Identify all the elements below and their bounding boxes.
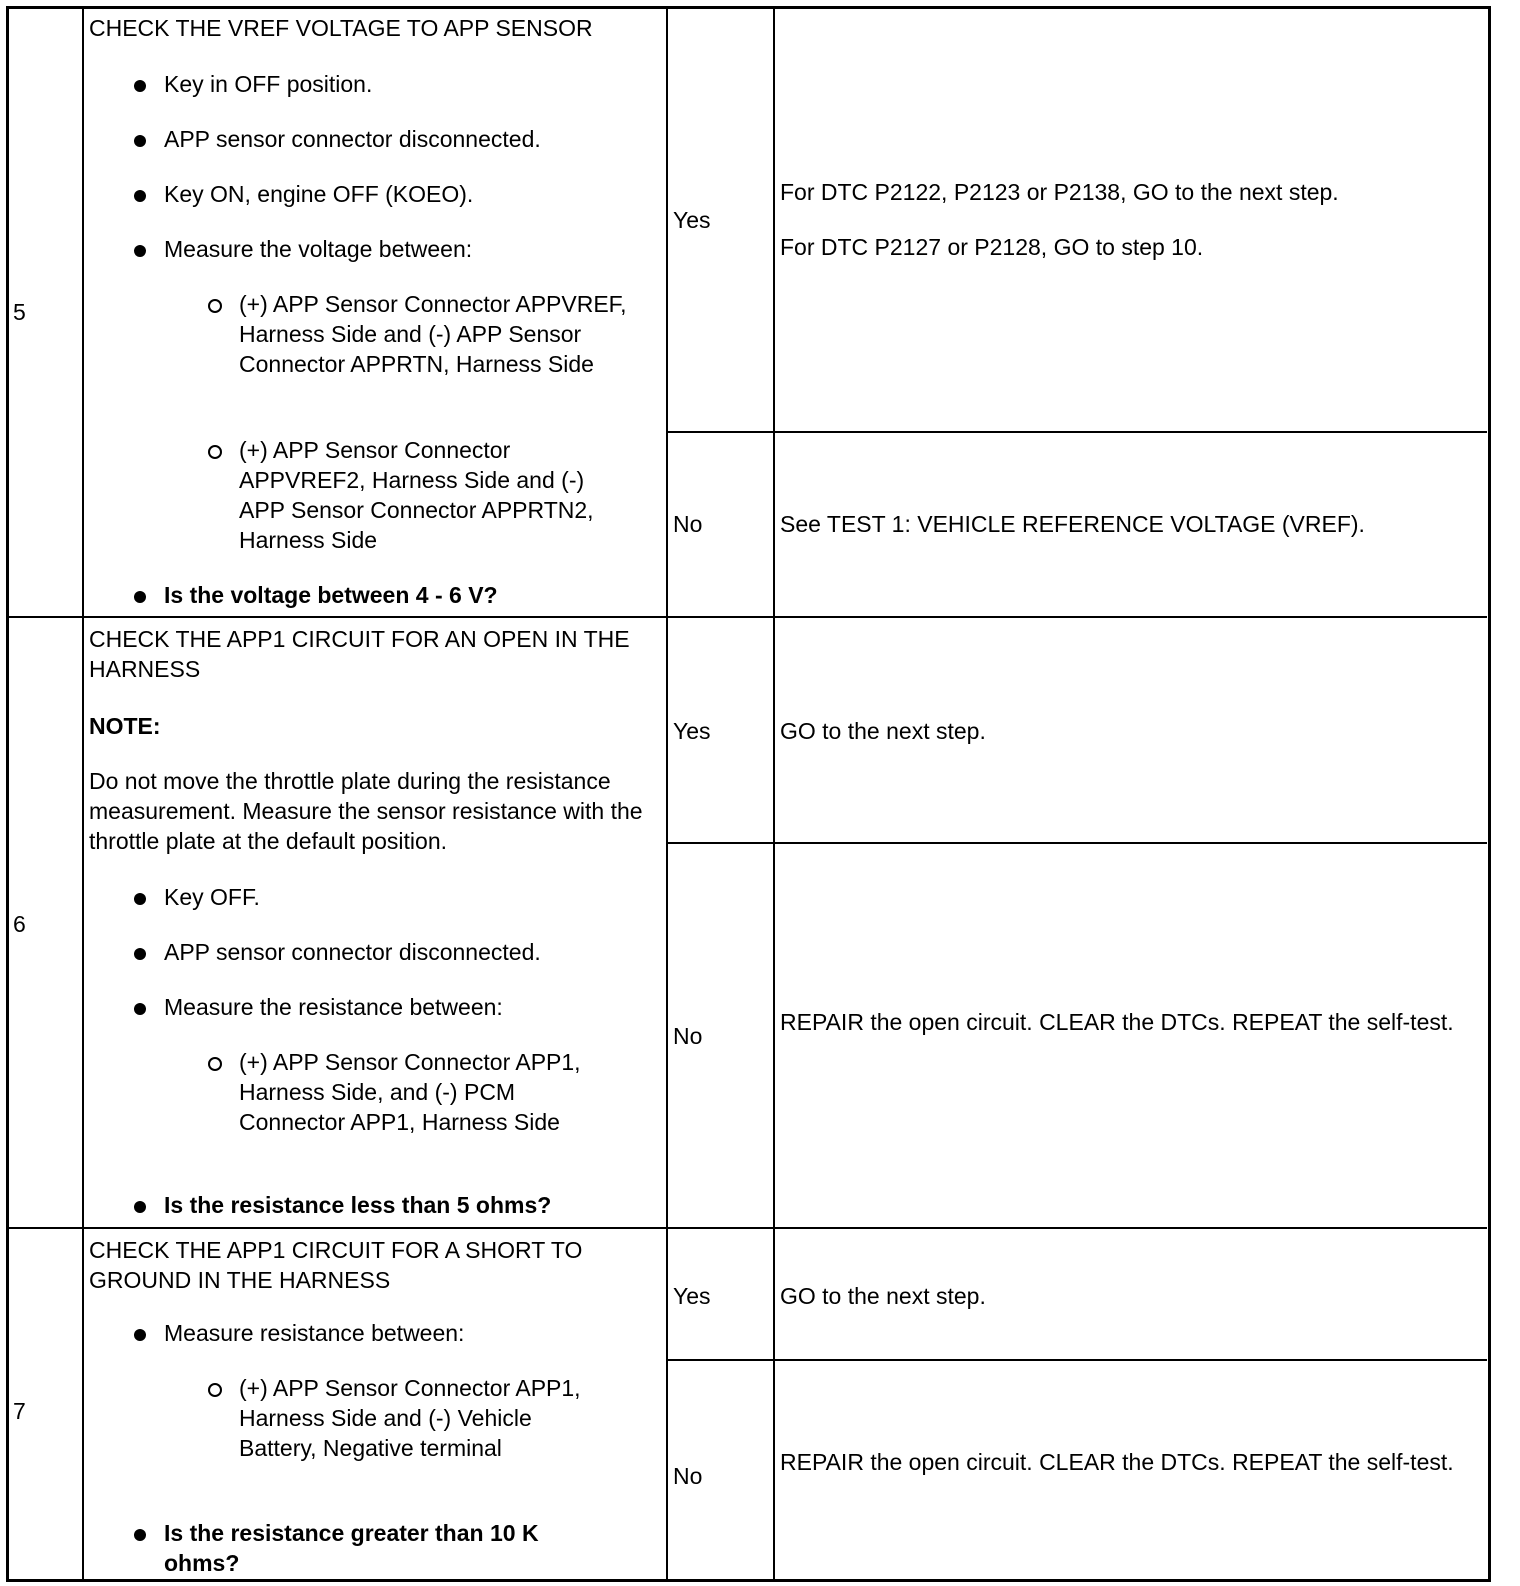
sub-bullet-icon bbox=[208, 1383, 222, 1397]
yes-action: GO to the next step. bbox=[780, 718, 986, 744]
step-bullet: Key OFF. bbox=[164, 884, 260, 910]
step-title: CHECK THE APP1 CIRCUIT FOR AN OPEN IN THE HARNESS bbox=[89, 626, 630, 682]
bullet-icon bbox=[134, 948, 146, 960]
step-number: 6 bbox=[13, 911, 26, 937]
yes-label: Yes bbox=[673, 207, 711, 233]
step-bullet: Measure the resistance between: bbox=[164, 994, 503, 1020]
step-bullet: Measure the voltage between: bbox=[164, 236, 473, 262]
step-question: Is the voltage between 4 - 6 V? bbox=[164, 582, 498, 608]
step-subitem: (+) APP Sensor Connector APPVREF2, Harness Side and (-) APP Sensor Connector APPRTN2, Harness Side bbox=[239, 437, 594, 553]
step-title: CHECK THE VREF VOLTAGE TO APP SENSOR bbox=[89, 15, 593, 41]
no-action: REPAIR the open circuit. CLEAR the DTCs. REPEAT the self-test. bbox=[780, 1009, 1454, 1035]
step-bullet: Key ON, engine OFF (KOEO). bbox=[164, 181, 474, 207]
step-subitem: (+) APP Sensor Connector APPVREF, Harness Side and (-) APP Sensor Connector APPRTN, Harness Side bbox=[239, 291, 627, 377]
yes-label: Yes bbox=[673, 1283, 711, 1309]
step-number: 7 bbox=[13, 1398, 26, 1424]
step-subitem: (+) APP Sensor Connector APP1, Harness Side, and (-) PCM Connector APP1, Harness Side bbox=[239, 1049, 581, 1135]
column-divider bbox=[666, 7, 668, 1579]
sub-bullet-icon bbox=[208, 1057, 222, 1071]
note-label: NOTE: bbox=[89, 713, 161, 739]
yes-no-divider bbox=[667, 842, 1487, 844]
row-divider bbox=[7, 1227, 1487, 1229]
bullet-icon bbox=[134, 1003, 146, 1015]
no-label: No bbox=[673, 511, 703, 537]
row-divider bbox=[7, 616, 1487, 618]
bullet-icon bbox=[134, 135, 146, 147]
step-bullet: APP sensor connector disconnected. bbox=[164, 126, 541, 152]
yes-no-divider bbox=[667, 431, 1487, 433]
yes-action: GO to the next step. bbox=[780, 1283, 986, 1309]
column-divider bbox=[82, 7, 84, 1579]
sub-bullet-icon bbox=[208, 445, 222, 459]
step-bullet: APP sensor connector disconnected. bbox=[164, 939, 541, 965]
note-text: Do not move the throttle plate during the resistance measurement. Measure the sensor resistance with the throttle plate at the default position. bbox=[89, 768, 643, 854]
step-bullet: Measure resistance between: bbox=[164, 1320, 465, 1346]
bullet-icon bbox=[134, 80, 146, 92]
step-question: Is the resistance less than 5 ohms? bbox=[164, 1192, 552, 1218]
bullet-icon bbox=[134, 190, 146, 202]
no-label: No bbox=[673, 1023, 703, 1049]
bullet-icon bbox=[134, 1529, 146, 1541]
no-label: No bbox=[673, 1463, 703, 1489]
step-subitem: (+) APP Sensor Connector APP1, Harness Side and (-) Vehicle Battery, Negative terminal bbox=[239, 1375, 581, 1461]
yes-action: For DTC P2122, P2123 or P2138, GO to the next step. bbox=[780, 179, 1339, 205]
yes-action: For DTC P2127 or P2128, GO to step 10. bbox=[780, 234, 1204, 260]
bullet-icon bbox=[134, 591, 146, 603]
step-question: Is the resistance greater than 10 K ohms? bbox=[164, 1520, 539, 1576]
sub-bullet-icon bbox=[208, 299, 222, 313]
step-title: CHECK THE APP1 CIRCUIT FOR A SHORT TO GROUND IN THE HARNESS bbox=[89, 1237, 583, 1293]
step-bullet: Key in OFF position. bbox=[164, 71, 373, 97]
no-action: See TEST 1: VEHICLE REFERENCE VOLTAGE (VREF). bbox=[780, 511, 1365, 537]
column-divider bbox=[773, 7, 775, 1579]
bullet-icon bbox=[134, 893, 146, 905]
bullet-icon bbox=[134, 245, 146, 257]
yes-label: Yes bbox=[673, 718, 711, 744]
bullet-icon bbox=[134, 1201, 146, 1213]
step-number: 5 bbox=[13, 299, 26, 325]
no-action: REPAIR the open circuit. CLEAR the DTCs. REPEAT the self-test. bbox=[780, 1449, 1454, 1475]
bullet-icon bbox=[134, 1329, 146, 1341]
yes-no-divider bbox=[667, 1359, 1487, 1361]
